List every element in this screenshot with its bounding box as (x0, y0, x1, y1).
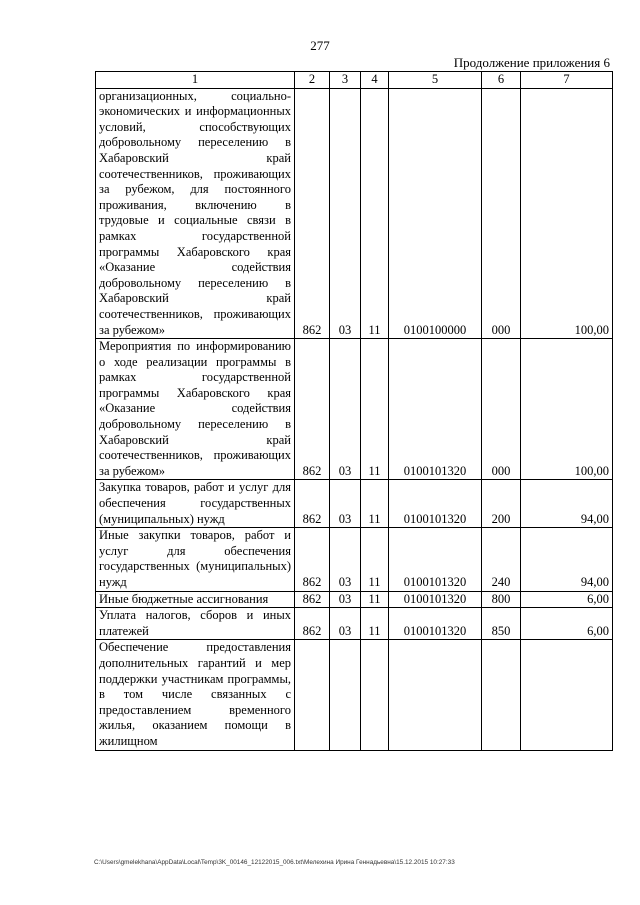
subsection-code: 11 (361, 480, 389, 528)
expense-type-code: 200 (482, 480, 521, 528)
section-code (330, 640, 361, 750)
subsection-code: 11 (361, 339, 389, 480)
column-header-1: 1 (96, 72, 295, 89)
target-article-code: 0100101320 (389, 591, 482, 608)
section-code: 03 (330, 88, 361, 339)
amount: 100,00 (521, 339, 613, 480)
row-name: Иные бюджетные ассигнования (96, 591, 295, 608)
row-name: Обеспечение предоставления дополнительных гарантий и мер поддержки участникам программы, в том числе связанных с предоставлением временного жилья, оказанием помощи в жилищном (96, 640, 295, 750)
target-article-code: 0100100000 (389, 88, 482, 339)
column-header-3: 3 (330, 72, 361, 89)
table-row (96, 339, 613, 480)
expense-type-code: 240 (482, 528, 521, 591)
row-name: Иные закупки товаров, работ и услуг для обеспечения государственных (муниципальных) нужд (96, 528, 295, 591)
target-article-code: 0100101320 (389, 480, 482, 528)
expense-type-code: 800 (482, 591, 521, 608)
amount: 100,00 (521, 88, 613, 339)
appendix-continuation-label: Продолжение приложения 6 (453, 55, 610, 70)
expense-type-code: 000 (482, 88, 521, 339)
table-header-row (96, 72, 613, 89)
section-code: 03 (330, 528, 361, 591)
column-header-4: 4 (361, 72, 389, 89)
table-row (96, 480, 613, 528)
target-article-code (389, 640, 482, 750)
table-row (96, 528, 613, 591)
table-row (96, 608, 613, 640)
ministry-code: 862 (295, 528, 330, 591)
subsection-code (361, 640, 389, 750)
subsection-code: 11 (361, 608, 389, 640)
column-header-2: 2 (295, 72, 330, 89)
expense-type-code (482, 640, 521, 750)
section-code: 03 (330, 608, 361, 640)
table-row (96, 640, 613, 750)
section-code: 03 (330, 480, 361, 528)
expense-type-code: 000 (482, 339, 521, 480)
row-name: Мероприятия по информированию о ходе реализации программы в рамках государственной программы Хабаровского края «Оказание содействия добровольному переселению в Хабаровский край соотечественников, проживающих за рубежом» (96, 339, 295, 480)
page-number: 277 (310, 38, 330, 53)
section-code: 03 (330, 339, 361, 480)
column-header-6: 6 (482, 72, 521, 89)
subsection-code: 11 (361, 88, 389, 339)
subsection-code: 11 (361, 528, 389, 591)
ministry-code (295, 640, 330, 750)
row-name: организационных, социально-экономических и информационных условий, способствующих добровольному переселению в Хабаровский край соотечественников, проживающих за рубежом, для постоянного проживания, включению в трудовые и социальные связи в рамках государственной программы Хабаровского края «Оказание содействия добровольному переселению в Хабаровский край соотечественников, проживающих за рубежом» (96, 88, 295, 339)
file-path-footer: C:\Users\gmelekhana\AppData\Local\Temp\3K_00146_12122015_006.txt\Мелехина Ирина Геннадьевна\15.12.2015 10:27:33 (94, 859, 455, 866)
column-header-7: 7 (521, 72, 613, 89)
row-name: Закупка товаров, работ и услуг для обеспечения государственных (муниципальных) нужд (96, 480, 295, 528)
amount: 6,00 (521, 608, 613, 640)
section-code: 03 (330, 591, 361, 608)
table-row (96, 88, 613, 339)
table-row (96, 591, 613, 608)
ministry-code: 862 (295, 591, 330, 608)
amount (521, 640, 613, 750)
ministry-code: 862 (295, 608, 330, 640)
budget-table (95, 71, 613, 751)
amount: 94,00 (521, 480, 613, 528)
row-name: Уплата налогов, сборов и иных платежей (96, 608, 295, 640)
target-article-code: 0100101320 (389, 339, 482, 480)
ministry-code: 862 (295, 339, 330, 480)
target-article-code: 0100101320 (389, 608, 482, 640)
amount: 94,00 (521, 528, 613, 591)
ministry-code: 862 (295, 480, 330, 528)
amount: 6,00 (521, 591, 613, 608)
expense-type-code: 850 (482, 608, 521, 640)
column-header-5: 5 (389, 72, 482, 89)
ministry-code: 862 (295, 88, 330, 339)
target-article-code: 0100101320 (389, 528, 482, 591)
subsection-code: 11 (361, 591, 389, 608)
